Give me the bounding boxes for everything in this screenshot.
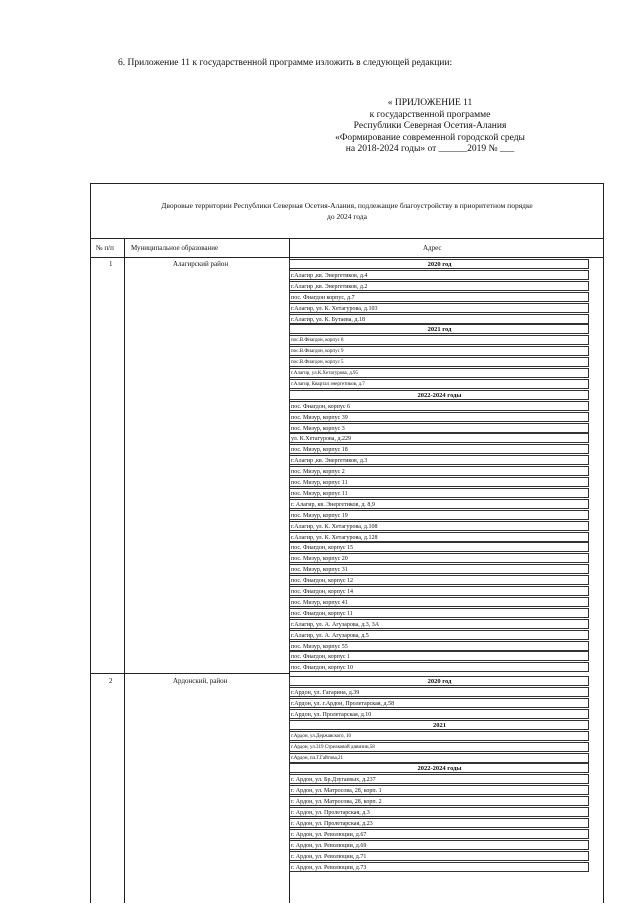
address-row: пос. Фиагдон, корпус 14: [289, 586, 589, 596]
appendix-title: « ПРИЛОЖЕНИЕ 11: [387, 98, 473, 108]
table-caption: [91, 184, 603, 239]
appendix-subtitle: к государственной программе: [369, 109, 491, 120]
address-row: пос. Мизур, корпус 55: [289, 641, 589, 651]
address-row: г.Ардон, ул.Державского, 10: [289, 731, 589, 741]
address-row: г. Ардон, ул. Революции, д.69: [289, 840, 589, 850]
address-row: пос. Мизур, корпус 41: [289, 597, 589, 607]
address-row: г.Алагир, ул. К. Бутаева, д.18: [289, 314, 589, 324]
address-row: г.Алагир, ул. А. Агузарова, д.3, 3А: [289, 619, 589, 629]
address-row: г.Алагир ,кв. Энергетиков, д.3: [289, 455, 589, 465]
address-row: г.Ардон, ул. Гагарина, д.39: [289, 687, 589, 697]
address-row: г. Ардон, ул. Революции, д.73: [289, 862, 589, 872]
appendix-date: на 2018-2024 годы» от ______2019 № ___: [345, 144, 515, 155]
address-row: пос. Мизур, корпус 11: [289, 477, 589, 487]
address-row: пос.В.Фиагдон, корпус 9: [289, 346, 589, 356]
table-caption-line: до 2024 года: [327, 212, 367, 221]
municipality-name: Ардонский, район: [173, 677, 228, 686]
address-row: г.Алагир, ул. К. Хетагурова, д.108: [289, 521, 589, 531]
address-row: г.Ардон, пл.Г.Гайтова,21: [289, 753, 589, 763]
year-heading: 2020 год: [289, 676, 589, 686]
municipality-name: Алагирский район: [173, 260, 229, 268]
table-header: [91, 239, 603, 258]
group-number: 2: [109, 677, 113, 686]
header-municipality: Муниципальное образование: [131, 244, 219, 252]
group-separator: [91, 673, 289, 674]
address-row: пос.В.Фиагдон, корпус 5: [289, 357, 589, 367]
address-row: г. Ардон, ул. Матросова, 28, корп. 1: [289, 785, 589, 795]
address-row: г. Ардон, ул. Пролетарская, д.23: [289, 818, 589, 828]
group-number: 1: [109, 260, 113, 268]
header-address: Адрес: [423, 244, 442, 252]
address-row: г.Алагир ,кв. Энергетиков, д.4: [289, 270, 589, 280]
year-heading: 2021: [289, 720, 589, 730]
address-row: г.Ардон, ул.319 Стрелковой дивизии,58: [289, 742, 589, 752]
address-row: г.Алагир, ул.К.Хетагурова, д.95: [289, 368, 589, 378]
address-row: пос. Фиагдон, корпус 15: [289, 542, 589, 552]
address-row: г.Ардон, ул. Пролетарская, д.10: [289, 709, 589, 719]
address-row: пос. Фиагдон, корпус 11: [289, 608, 589, 618]
address-row: г. Ардон, ул. Революции, д.67: [289, 829, 589, 839]
amendment-intro: 6. Приложение 11 к государственной программе изложить в следующей редакции:: [118, 58, 453, 68]
address-row: пос. Мизур, корпус 19: [289, 510, 589, 520]
header-number: № п/п: [96, 244, 114, 252]
address-row: г.Алагир ,кв. Энергетиков, д.2: [289, 281, 589, 291]
address-row: пос. Фиагдон, корпус 10: [289, 662, 589, 672]
address-row: г.Алагир, Квартал энергетиков, д.7: [289, 379, 589, 389]
address-row: пос. Мизур, корпус 39: [289, 412, 589, 422]
table-caption-line: Дворовые территории Республики Северная Осетия-Алания, подлежащие благоустройству в приоритетном порядке: [161, 201, 533, 210]
address-row: пос. Фиагдон, корпус 1: [289, 651, 589, 661]
address-row: г. Ардон, ул. Пролетарская, д.3: [289, 807, 589, 817]
territories-table: [90, 183, 604, 903]
year-heading: 2022-2024 годы: [289, 763, 589, 773]
address-row: г. Ардон, ул. Матросова, 28, корп. 2: [289, 796, 589, 806]
address-row: г.Ардон, ул. г.Ардон, Пролетарская, д.58: [289, 698, 589, 708]
column-divider: [124, 239, 125, 903]
address-row: пос. Фиагдон, корпус 6: [289, 401, 589, 411]
address-row: пос. Фиагдон корпус, д.7: [289, 292, 589, 302]
year-heading: 2021 год: [289, 324, 589, 334]
address-row: г. Ардон, ул. Революции, д.71: [289, 851, 589, 861]
address-row: ул. К.Хетагурова, д.229: [289, 433, 589, 443]
address-row: пос. Мизур, корпус 18: [289, 444, 589, 454]
address-row: пос.В.Фиагдон, корпус 8: [289, 335, 589, 345]
appendix-program: «Формирование современной городской среды: [335, 132, 525, 143]
address-row: пос. Мизур, корпус 2: [289, 466, 589, 476]
year-heading: 2020 год: [289, 259, 589, 269]
year-heading: 2022-2024 годы: [289, 390, 589, 400]
address-row: пос. Мизур, корпус 31: [289, 564, 589, 574]
address-row: г.Алагир, ул. К. Хетагурова, д.103: [289, 303, 589, 313]
address-row: г. Алагир, кв. Энергетиков, д. 8,9: [289, 499, 589, 509]
address-row: пос. Мизур, корпус 3: [289, 423, 589, 433]
address-row: пос. Мизур, корпус 20: [289, 553, 589, 563]
appendix-republic: Республики Северная Осетия-Алания: [353, 121, 507, 132]
address-row: г. Ардон, ул. Бр.Дзугаевых, д.237: [289, 774, 589, 784]
address-row: пос. Фиагдон, корпус 12: [289, 575, 589, 585]
address-row: г.Алагир, ул. А. Агузарова, д.5: [289, 630, 589, 640]
address-row: г.Алагир, ул. К. Хетагурова, д.128: [289, 532, 589, 542]
address-row: пос. Мизур, корпус 11: [289, 488, 589, 498]
appendix-header: [300, 98, 560, 156]
